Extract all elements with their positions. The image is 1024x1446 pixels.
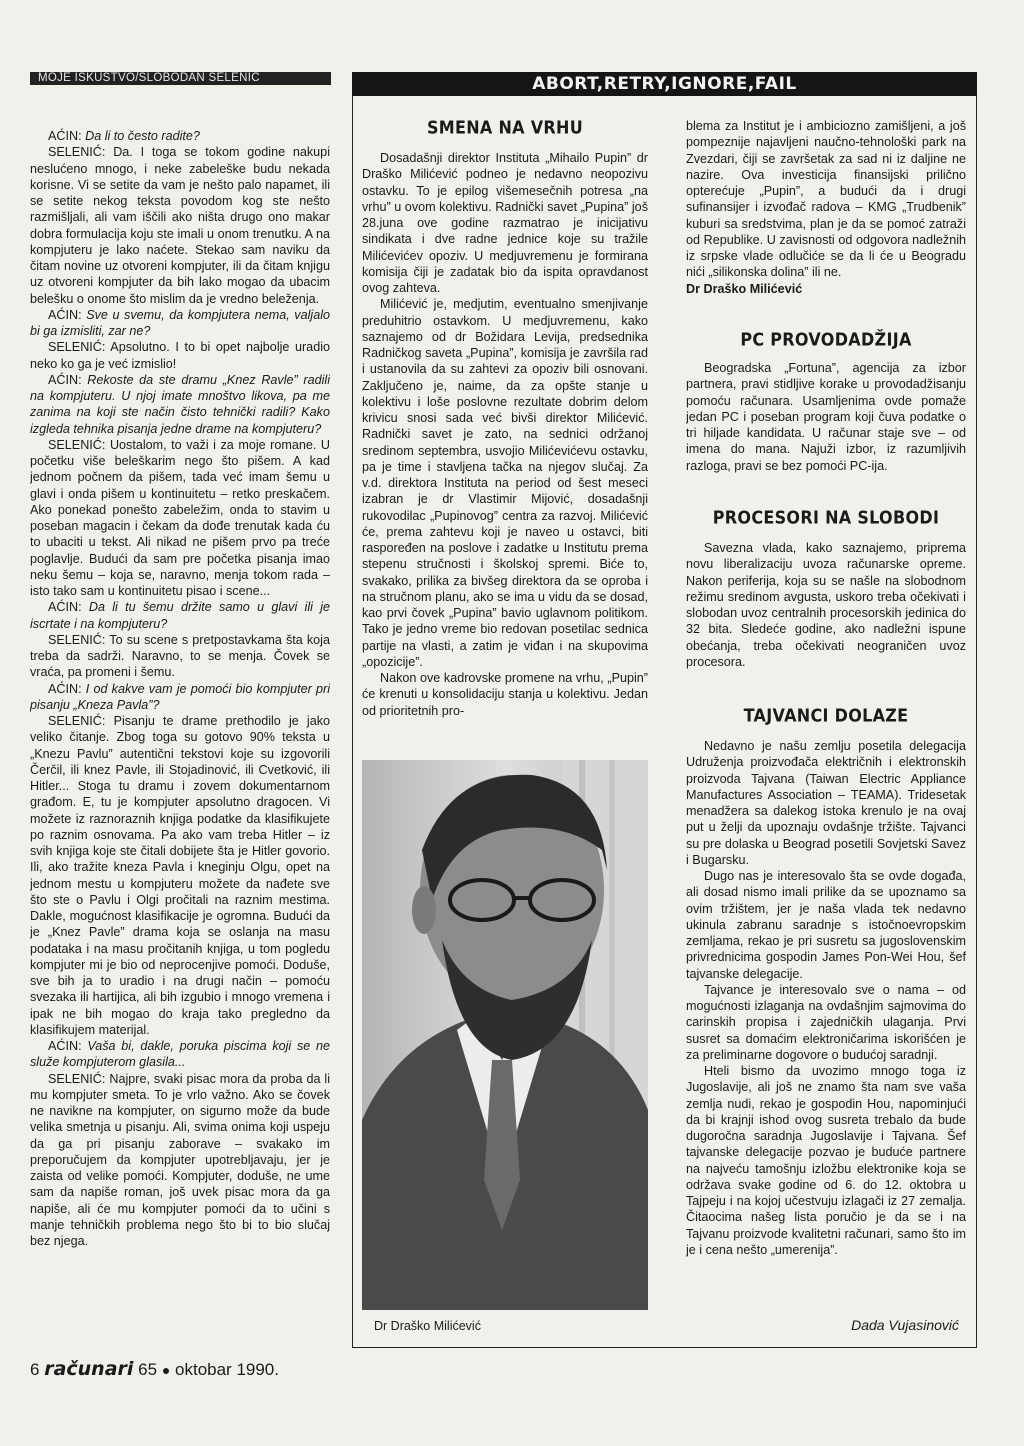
photo-caption: Dr Draško Milićević <box>374 1319 481 1333</box>
procesori-paragraph: Savezna vlada, kako saznajemo, priprema novu liberalizaciju uvoza računarske opreme. Nakon periferija, koja su se našle na slobodnom režimu sredinom avgusta, uskoro treba očekivati i slobodan uvoz centralnih procesorskih jedinica do 32 bita. Sledeće godine, ako nadležni ispune obećanja, treba očekivati neograničen uvoz procesora. <box>686 541 966 669</box>
interview-text: Da li to često radite? <box>85 129 200 143</box>
page-number: 6 <box>30 1360 40 1379</box>
speaker-name: AĆIN: <box>48 681 82 696</box>
interview-text: To su scene s pretpostavkama šta koja treba da sadrži. Naravno, to se menja. Čovek se vraća, pa promeni i šemu. <box>30 632 330 680</box>
interview-answer <box>30 144 330 307</box>
interview-text: Najpre, svaki pisac mora da proba da li mu kompjuter smeta. To je vrlo važno. Ako se čovek ne navikne na kompjuter, on sigurno može da bude velika smetnja u pisanju. Ali, svima onima koji uspeju da ga pri pisanju zaborave – svakako im preporučujem da kompjuter upotrebljavaju, jer je zaista od velike pomoći. Kompjuter, doduše, ne ume sam da napiše roman, još uvek pisac mora da ga napiše, ali će mu kompjuter pomoći da to učini s manje tehničkih problema nego što bi to bio slučaj bez njega. <box>30 1071 330 1248</box>
portrait-photo <box>362 760 648 1310</box>
right-top-signature: Dr Draško Milićević <box>686 281 803 296</box>
article-pc <box>686 360 966 485</box>
speaker-name: SELENIĆ: <box>48 145 106 160</box>
smena-paragraph-3: Nakon ove kadrovske promene na vrhu, „Pupin” će krenuti u konsolidaciju stanja u kolektivu. Jedan od prioritetnih pro- <box>362 671 648 718</box>
tajvanci-paragraph-3: Tajvance je interesovalo sve o nama – od mogućnosti izlaganja na ovdašnjim sajmovima do carinskih propisa i zajedničkih ulaganja. Prvi susret sa domaćim elektroničarima iskorišćen je za preliminarne dogovore o budućoj saradnji. <box>686 982 966 1062</box>
interview-column <box>30 128 330 1353</box>
article-tajvanci <box>686 738 966 1308</box>
interview-question <box>30 681 330 714</box>
speaker-name: SELENIĆ: <box>48 714 106 728</box>
interview-text: Sve u svemu, da kompjutera nema, valjalo bi ga izmisliti, zar ne? <box>30 307 330 338</box>
speaker-name: AĆIN: <box>48 129 82 143</box>
speaker-name: AĆIN: <box>48 600 82 615</box>
right-column-top <box>686 118 966 302</box>
issue-number: 65 <box>138 1360 158 1379</box>
speaker-name: AĆIN: <box>48 307 82 322</box>
interview-answer <box>30 437 330 600</box>
interview-question <box>30 372 330 437</box>
speaker-name: SELENIĆ: <box>48 340 106 355</box>
interview-question <box>30 128 330 144</box>
bullet-separator: ● <box>161 1362 171 1378</box>
headline-procesori: PROCESORI NA SLOBODI <box>712 507 940 528</box>
headline-pc: PC PROVODADŽIJA <box>740 329 912 350</box>
speaker-name: AĆIN: <box>48 1039 82 1053</box>
right-top-paragraph: blema za Institut je i ambiciozno zamišljeni, a još pompeznije najavljeni naučno-tehnološki park na Zvezdari, čiji se završetak za sad ni iz daljine ne nazire. Ova investicija finansijski prilično opterećuje „Pupin”, a budući da i drugi sufinansijer i izvođač radova – KMG „Trudbenik” kuburi sa sredstvima, plan je da se pomoć zatraži od Republike. U zavisnosti od odgovora nadležnih iz srpske vlade odlučiće se da li će u Beogradu nići „silikonska dolina” ili ne. <box>686 119 966 280</box>
tajvanci-paragraph-2: Dugo nas je interesovalo šta se ovde događa, ali dosad nismo imali prilike da se upoznamo sa ovim tržištem, jer je naša vlada tek nedavno ukinula zabranu saradnje s istočnoevropskim zemljama, rekao je pri susretu sa jugoslovenskim privrednicima gospodin James Pon-Wei Hou, šef tajvanske delegacije. <box>686 869 966 981</box>
section-label: MOJE ISKUSTVO/SLOBODAN SELENIĆ <box>30 72 331 85</box>
page-footer <box>30 1358 279 1381</box>
magazine-logo: računari <box>44 1358 134 1380</box>
pc-paragraph: Beogradska „Fortuna”, agencija za izbor partnera, pravi stidljive korake u provodadžisanju pomoću računara. Usamljenima ovde pomaže jedan PC i poseban program koji čuva podatke o tri hiljade kandidata. U računar staje sve – od imena do mana. Najuži izbor, iz razumljivih razloga, pravi se bez pomoći PC-ija. <box>686 361 966 473</box>
issue-date: oktobar 1990. <box>175 1360 279 1379</box>
tajvanci-paragraph-4: Hteli bismo da uvozimo mnogo toga iz Jugoslavije, ali još ne znamo šta nam sve vaša zemlja nudi, rekao je gospodin Hou, napominjući da bi krajnji ishod ovog susreta trebalo da bude dugoročna saradnja Jugoslavije i Tajvana. Šef tajvanske delegacije pozvao je buduće partnere na najveću tamošnju izložbu elektronike koja se održava svake godine od 6. do 12. oktobra u Tajpeju i na kojoj učestvuju izlagači iz 27 zemalja. Čitaocima našeg lista poručio je da se i na Tajvanu proizvode kvalitetni računari, samo što im je i cena nešto „umerenija”. <box>686 1064 966 1257</box>
interview-answer <box>30 339 330 372</box>
interview-question <box>30 307 330 340</box>
interview-text: Da li tu šemu držite samo u glavi ili je iscrtate i na kompjuteru? <box>30 600 330 631</box>
interview-answer <box>30 1071 330 1250</box>
speaker-name: AĆIN: <box>48 372 82 387</box>
article-procesori <box>686 540 966 680</box>
article-author: Dada Vujasinović <box>851 1317 959 1333</box>
smena-paragraph-2: Milićević je, medjutim, eventualno smenjivanje preduhitrio ostavkom. U medjuvremenu, kako saznajemo od dr Božidara Levija, predsednika Radničkog saveta „Pupina”, komisija je završila rad i ustanovila da su zahtevi za opoziv bili osnovani. Zaključeno je, naime, da za opšte stanje u kolektivu i loše poslovne rezultate dobrim delom krivicu snosi sada već bivši direktor Milićević. Radnički savet je zato, na sednici održanoj sredinom septembra, usvojio Milićevićevu ostavku, pa je time i stavljena tačka na njegov slučaj. Za v.d. direktora Instituta na period od šest meseci izabran je dr Vlastimir Mijović, dosadašnji rukovodilac „Pupinovog” centra za razvoj. Milićević će, prema zahtevu koji je naveo u ostavci, biti raspoređen na poslove i zadatke u Institutu prema stepenu stručnosti i školskoj spremi. Biće to, svakako, prilika za bivšeg direktora da se oproba i na stručnom planu, ako se ima u vidu da se dosad, kao prvi čovek „Pupina” bavio uglavnom politikom. Tako je jedno vreme bio redovan posetilac sednica partije na vlasti, a zatim je viđan i na skupovima „opozicije”. <box>362 297 648 669</box>
interview-text: Rekoste da ste dramu „Knez Ravle” radili na kompjuteru. U njoj imate mnoštvo likova, pa me zanima na koji ste način čisto tehnički radili? Kako izgleda tehnika pisanja jedne drame na kompjuteru? <box>30 372 330 436</box>
interview-text: I od kakve vam je pomoći bio kompjuter pri pisanju „Kneza Pavla”? <box>30 681 330 712</box>
interview-text: Da. I toga se tokom godine nakupi neslućeno mnogo, i neke zabeleške budu nekada korisne. Vi se setite da vam je nešto palo napamet, ili se setite nekog teksta povodom kog ste nešto razmišljali, ali vam iščili ako ništa drugo ono makar dobra formulacija koju ste imali u onom trenutku. A na kompjuteru je lako naćete. Stekao sam naviku da čitam novine uz otvoreni kompjuter, ili da čitam knjigu uz otvoreni kompjuter da bih lako mogao da ubacim belešku o onome što mislim da je vredno beleženja. <box>30 145 330 306</box>
tajvanci-paragraph-1: Nedavno je našu zemlju posetila delegacija Udruženja proizvođača električnih i elektronskih proizvoda Tajvana (Taiwan Electric Appliance Manufactures Association – TEAMA). Tridesetak menadžera sa dalekog istoka krenulo je na ovaj put u želji da upoznaju ovdašnje tržište. Tajvanci su pre dolaska u Beograd posetili Sovjetski Savez i Bugarsku. <box>686 739 966 867</box>
interview-answer <box>30 632 330 681</box>
news-box-header: ABORT,RETRY,IGNORE,FAIL <box>352 72 977 96</box>
interview-text: Pisanju te drame prethodilo je jako veliko čitanje. Zbog toga su gotovo 90% teksta u „Knezu Pavlu” autentični tekstovi koje su izgovorili Čerčil, ili knez Pavle, ili Stojadinović, ili Cvetković, ili Hitler... Stoga tu dramu i zovem dokumentarnom građom. E, tu je kompjuter apsolutno dragocen. Vi možete iz raznoraznih knjiga podatke da klasifikujete po raznim osnovama. Pa ako vam treba Hitler – iz svih knjiga koje ste čitali dobijete šta je Hitler govorio. Ili, ako tražite kneza Pavla i kneginju Olgu, opet na jednom mestu u kompjuteru možete da nađete sve što ste o Pavlu i Olgi pročitali na raznim mestima. Dakle, mogućnost klasifikacije je ogromna. Budući da je „Knez Pavle” drama koja se oslanja na masu podataka i na masu pročitanih knjiga, u tom pogledu kompjuter mi je bio od neprocenjive pomoći. Doduše, sve bih ja to uradio i na drugi način – pomoću svezaka ili hartijica, ali bih izgubio i mnogo vremena i ipak ne bih mogao do kraja tako pregledno da klasifikujem materijal. <box>30 714 330 1037</box>
interview-question <box>30 1038 330 1071</box>
headline-tajvanci: TAJVANCI DOLAZE <box>743 705 909 726</box>
interview-answer <box>30 713 330 1038</box>
interview-text: Uostalom, to važi i za moje romane. U početku više beleškarim nego što pišem. A kad jednom počnem da pišem, tada već imam šemu u glavi i onda pišem u kontinuitetu – retko preskačem. Ako ponekad ponešto zabeležim, onda to stavim u poseban magacin i čekam da dođe trenutak kada ću to ubaciti u tekst. Ali nikad ne pišem prvo pa treće poglavlje. Budući da sam pre početka pisanja imao neku šemu – koja se, naravno, menja tokom rada – isto tako sam u kontinuitetu pisao i scene... <box>30 437 330 598</box>
interview-text: Vaša bi, dakle, poruka piscima koji se ne služe kompjuterom glasila... <box>30 1039 330 1070</box>
interview-question <box>30 599 330 632</box>
article-smena <box>362 150 648 750</box>
interview-text: Apsolutno. I to bi opet najbolje uradio neko ko ga je već izmislio! <box>30 340 330 371</box>
portrait-illustration <box>362 760 648 1310</box>
speaker-name: SELENIĆ: <box>48 1071 106 1086</box>
speaker-name: SELENIĆ: <box>48 632 106 647</box>
smena-paragraph-1: Dosadašnji direktor Instituta „Mihailo Pupin” dr Draško Milićević podneo je nedavno neopozivu ostavku. To je epilog višemesečnih potresa „na vrhu” u ovom kolektivu. Radnički savet „Pupina” još 28.juna ove godine razmatrao je inicijativu sindikata i dve radne jednice koje su tražile Milićevićev opoziv. U medjuvremenu je formirana komisija čiji je zadatak bio da ispita opravdanost ovog zahteva. <box>362 151 648 295</box>
speaker-name: SELENIĆ: <box>48 437 106 452</box>
headline-smena: SMENA NA VRHU <box>426 117 584 138</box>
